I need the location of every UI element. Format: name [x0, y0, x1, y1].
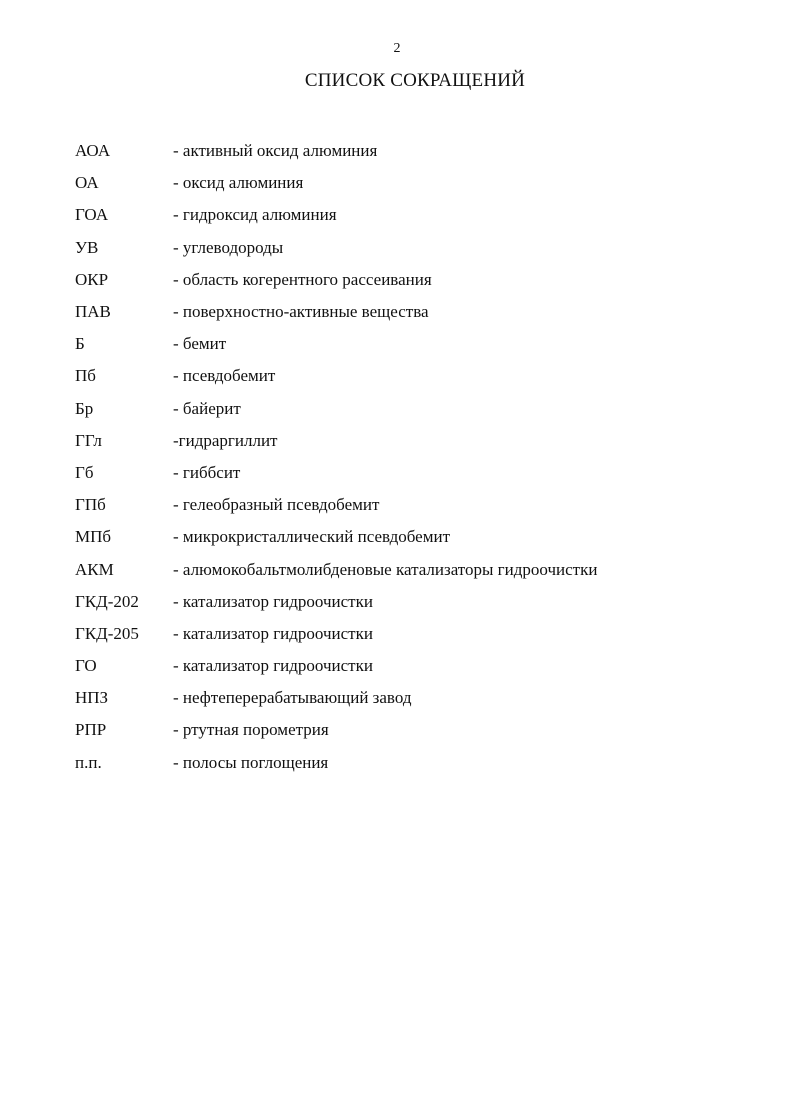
abbreviation-definition: - байерит: [173, 398, 241, 418]
abbreviation-row: [75, 167, 755, 199]
abbreviation-row: [75, 393, 755, 425]
abbreviation-definition: - поверхностно-активные вещества: [173, 302, 429, 322]
abbreviation-term: ГО: [75, 656, 97, 676]
abbreviation-row: [75, 296, 755, 328]
abbreviation-definition: - ртутная порометрия: [173, 720, 329, 740]
abbreviation-definition: - алюмокобальтмолибденовые катализаторы гидроочистки: [173, 559, 598, 579]
abbreviation-row: [75, 264, 755, 296]
abbreviation-row: [75, 360, 755, 392]
abbreviation-row: [75, 714, 755, 746]
page-number: 2: [393, 41, 401, 56]
abbreviation-term: п.п.: [75, 752, 102, 772]
abbreviation-row: [75, 232, 755, 264]
abbreviation-definition: - активный оксид алюминия: [173, 141, 378, 161]
abbreviation-row: [75, 586, 755, 618]
abbreviation-term: ОКР: [75, 269, 109, 289]
abbreviation-term: АОА: [75, 141, 111, 161]
abbreviation-row: [75, 521, 755, 553]
abbreviation-definition: - полосы поглощения: [173, 752, 329, 772]
abbreviation-definition: - углеводороды: [173, 237, 284, 257]
abbreviation-row: [75, 650, 755, 682]
abbreviation-term: МПб: [75, 527, 112, 547]
abbreviation-row: [75, 425, 755, 457]
abbreviation-term: НПЗ: [75, 688, 109, 708]
abbreviation-definition: - катализатор гидроочистки: [173, 656, 373, 676]
abbreviation-definition: - гидроксид алюминия: [173, 205, 337, 225]
abbreviation-term: ГКД-202: [75, 591, 139, 611]
page-title: СПИСОК СОКРАЩЕНИЙ: [304, 70, 526, 91]
abbreviation-term: ГКД-205: [75, 623, 139, 643]
abbreviation-term: Бр: [75, 398, 94, 418]
abbreviation-definition: - катализатор гидроочистки: [173, 591, 373, 611]
abbreviation-definition: - гелеобразный псевдобемит: [173, 495, 380, 515]
abbreviation-term: ГПб: [75, 495, 106, 515]
abbreviation-row: [75, 135, 755, 167]
abbreviation-term: ОА: [75, 173, 99, 193]
abbreviation-term: Гб: [75, 462, 94, 482]
abbreviation-definition: -гидраргиллит: [173, 430, 278, 450]
abbreviation-term: РПР: [75, 720, 107, 740]
abbreviation-term: ПАВ: [75, 302, 111, 322]
abbreviation-row: [75, 553, 755, 585]
abbreviation-definition: - область когерентного рассеивания: [173, 269, 432, 289]
abbreviation-term: ГГл: [75, 430, 102, 450]
abbreviation-list: [75, 135, 755, 779]
abbreviation-definition: - бемит: [173, 334, 227, 354]
abbreviation-definition: - микрокристаллический псевдобемит: [173, 527, 450, 547]
abbreviation-row: [75, 457, 755, 489]
abbreviation-row: [75, 328, 755, 360]
abbreviation-row: [75, 199, 755, 231]
abbreviation-definition: - гиббсит: [173, 462, 241, 482]
abbreviation-term: УВ: [75, 237, 99, 257]
abbreviation-definition: - оксид алюминия: [173, 173, 304, 193]
abbreviation-row: [75, 489, 755, 521]
abbreviation-term: АКМ: [75, 559, 114, 579]
abbreviation-row: [75, 747, 755, 779]
abbreviation-row: [75, 682, 755, 714]
abbreviation-definition: - псевдобемит: [173, 366, 276, 386]
abbreviation-term: ГОА: [75, 205, 109, 225]
abbreviation-term: Пб: [75, 366, 96, 386]
abbreviation-definition: - нефтеперерабатывающий завод: [173, 688, 412, 708]
abbreviation-definition: - катализатор гидроочистки: [173, 623, 373, 643]
abbreviation-term: Б: [75, 334, 85, 354]
abbreviation-row: [75, 618, 755, 650]
